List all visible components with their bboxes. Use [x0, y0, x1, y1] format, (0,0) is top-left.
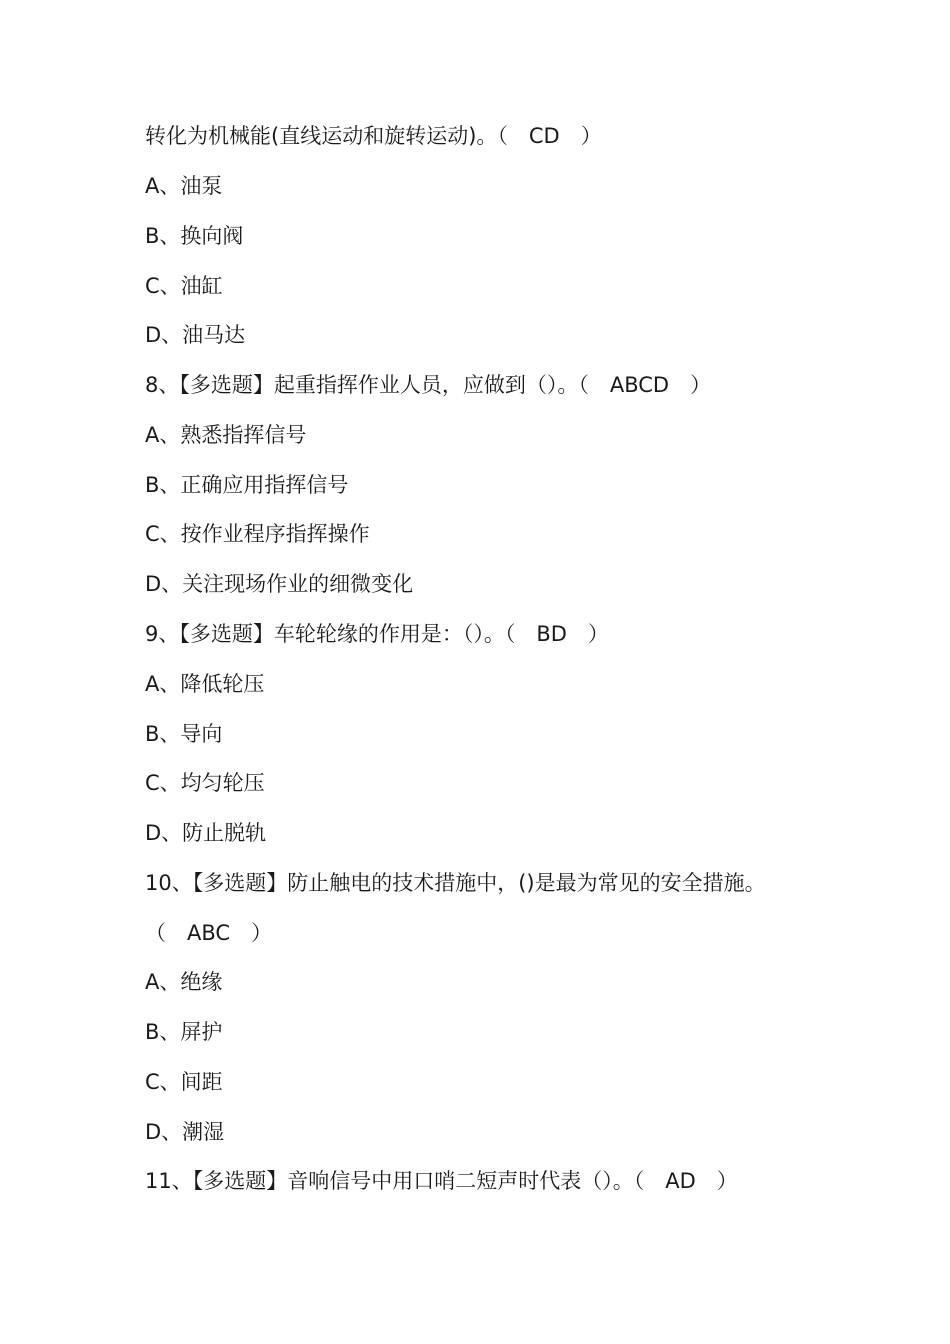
question-11: 11、【多选题】音响信号中用口哨二短声时代表（）。（ AD ）: [145, 1169, 738, 1193]
question-7-stem-continuation: 转化为机械能(直线运动和旋转运动)。（ CD ）: [145, 124, 602, 148]
q8-option-c: C、按作业程序指挥操作: [145, 522, 370, 546]
q10-option-d: D、潮湿: [145, 1120, 225, 1144]
q10-option-c: C、间距: [145, 1070, 223, 1094]
q8-option-d: D、关注现场作业的细微变化: [145, 572, 414, 596]
q10-option-b: B、屏护: [145, 1020, 223, 1044]
q9-option-a: A、降低轮压: [145, 672, 265, 696]
question-8: 8、【多选题】起重指挥作业人员，应做到（）。（ ABCD ）: [145, 373, 712, 397]
q9-option-d: D、防止脱轨: [145, 821, 267, 845]
q7-option-d: D、油马达: [145, 323, 246, 347]
question-10-answer: （ ABC ）: [145, 921, 273, 945]
q7-option-b: B、换向阀: [145, 224, 244, 248]
question-9: 9、【多选题】车轮轮缘的作用是：（）。（ BD ）: [145, 622, 609, 646]
q9-option-c: C、均匀轮压: [145, 771, 265, 795]
q8-option-a: A、熟悉指挥信号: [145, 423, 307, 447]
q10-option-a: A、绝缘: [145, 970, 223, 994]
question-10: 10、【多选题】防止触电的技术措施中，()是最为常见的安全措施。: [145, 871, 766, 895]
q8-option-b: B、正确应用指挥信号: [145, 473, 349, 497]
q7-option-c: C、油缸: [145, 274, 223, 298]
q9-option-b: B、导向: [145, 722, 223, 746]
q7-option-a: A、油泵: [145, 174, 223, 198]
